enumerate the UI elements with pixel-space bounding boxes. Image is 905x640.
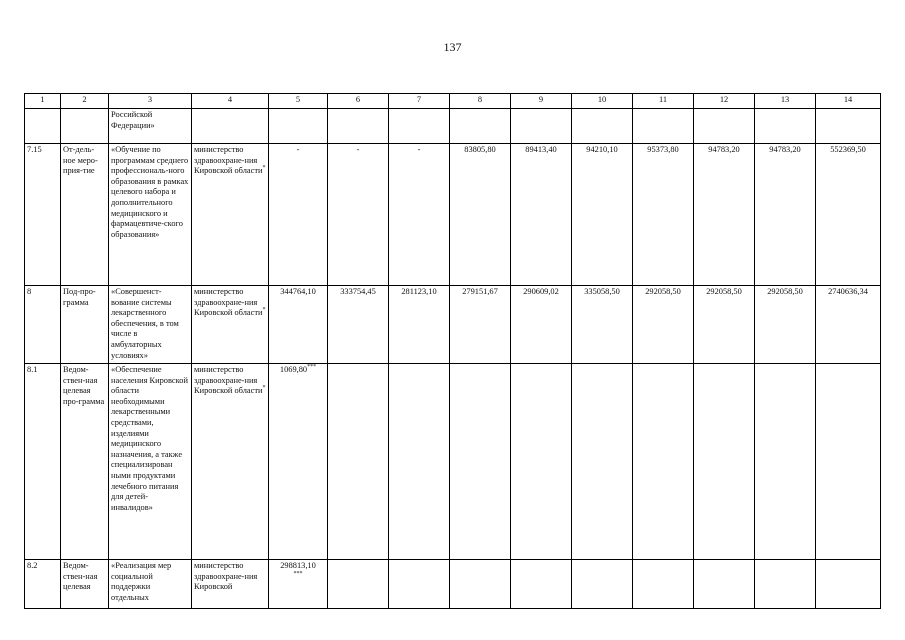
value-cell — [450, 109, 511, 144]
row-name: «Совершенст-вование системы лекарственного обеспечения, в том числе в амбулаторных условиях» — [109, 286, 192, 364]
value-cell — [694, 364, 755, 560]
executor-text: министерство здравоохране-ния Кировской — [194, 561, 258, 592]
row-executor — [192, 286, 269, 364]
value-cell — [694, 560, 755, 609]
value-cell — [816, 364, 881, 560]
row-status: От-дель-ное меро-прия-тие — [61, 144, 109, 286]
value-cell — [816, 560, 881, 609]
column-number-row — [25, 94, 881, 109]
footnote-mark: * — [262, 165, 266, 172]
value-cell: 292058,50 — [755, 286, 816, 364]
value-cell — [511, 109, 572, 144]
footnote-mark: *** — [307, 364, 317, 371]
value-cell: 83805,80 — [450, 144, 511, 286]
value-cell — [755, 364, 816, 560]
value-cell — [269, 109, 328, 144]
table-row — [25, 144, 881, 286]
value-cell — [572, 109, 633, 144]
row-executor — [192, 560, 269, 609]
table-row — [25, 560, 881, 609]
value-cell: 552369,50 — [816, 144, 881, 286]
row-executor — [192, 109, 269, 144]
col-header: 2 — [61, 94, 109, 109]
table-row — [25, 109, 881, 144]
value-cell: 290609,02 — [511, 286, 572, 364]
footnote-mark: * — [262, 307, 266, 314]
value-cell: 335058,50 — [572, 286, 633, 364]
row-number: 8.1 — [25, 364, 61, 560]
row-status — [61, 109, 109, 144]
value-text: 1069,80 — [279, 365, 308, 374]
value-cell — [389, 109, 450, 144]
row-number: 8.2 — [25, 560, 61, 609]
row-executor — [192, 144, 269, 286]
footnote-mark: * — [262, 385, 266, 392]
col-header: 7 — [389, 94, 450, 109]
row-number — [25, 109, 61, 144]
row-status: Ведом-ствен-ная целевая — [61, 560, 109, 609]
col-header: 8 — [450, 94, 511, 109]
value-cell: 94783,20 — [694, 144, 755, 286]
col-header: 1 — [25, 94, 61, 109]
value-cell: 95373,80 — [633, 144, 694, 286]
row-status: Ведом-ствен-ная целевая про-грамма — [61, 364, 109, 560]
value-cell — [328, 364, 389, 560]
row-status: Под-про-грамма — [61, 286, 109, 364]
value-cell: 89413,40 — [511, 144, 572, 286]
value-cell: 344764,10 — [269, 286, 328, 364]
row-name: «Реализация мер социальной поддержки отдельных — [109, 560, 192, 609]
value-cell — [328, 109, 389, 144]
row-name: «Обеспечение населения Кировской области необходимыми лекарственными средствами, изделиями медицинского назначения, а также специализирован ными продуктами лечебного питания для детей-инвалидов» — [109, 364, 192, 560]
col-header: 13 — [755, 94, 816, 109]
value-cell — [511, 364, 572, 560]
footnote-mark: *** — [293, 570, 303, 577]
value-cell: 279151,67 — [450, 286, 511, 364]
value-cell: - — [269, 144, 328, 286]
executor-text: министерство здравоохране-ния Кировской области — [194, 365, 263, 396]
program-funding-table — [24, 93, 881, 609]
value-cell — [269, 364, 328, 560]
value-cell — [450, 560, 511, 609]
value-cell — [633, 109, 694, 144]
executor-text: министерство здравоохране-ния Кировской области — [194, 145, 263, 176]
value-cell — [755, 560, 816, 609]
value-cell: 292058,50 — [633, 286, 694, 364]
row-number: 8 — [25, 286, 61, 364]
value-cell — [511, 560, 572, 609]
value-cell: 2740636,34 — [816, 286, 881, 364]
value-cell — [572, 560, 633, 609]
value-cell — [328, 560, 389, 609]
value-cell — [572, 364, 633, 560]
col-header: 6 — [328, 94, 389, 109]
value-cell: 94783,20 — [755, 144, 816, 286]
value-cell — [694, 109, 755, 144]
value-cell: 281123,10 — [389, 286, 450, 364]
table-row — [25, 364, 881, 560]
value-cell — [269, 560, 328, 609]
value-cell: 94210,10 — [572, 144, 633, 286]
value-cell — [633, 364, 694, 560]
value-cell: 333754,45 — [328, 286, 389, 364]
value-cell: - — [389, 144, 450, 286]
row-number: 7.15 — [25, 144, 61, 286]
value-cell — [389, 364, 450, 560]
col-header: 12 — [694, 94, 755, 109]
col-header: 11 — [633, 94, 694, 109]
value-cell — [389, 560, 450, 609]
row-executor — [192, 364, 269, 560]
col-header: 14 — [816, 94, 881, 109]
executor-text: министерство здравоохране-ния Кировской области — [194, 287, 263, 318]
value-cell — [755, 109, 816, 144]
value-cell: 292058,50 — [694, 286, 755, 364]
value-cell: - — [328, 144, 389, 286]
value-cell — [633, 560, 694, 609]
col-header: 4 — [192, 94, 269, 109]
col-header: 5 — [269, 94, 328, 109]
value-cell — [816, 109, 881, 144]
col-header: 3 — [109, 94, 192, 109]
row-name: Российской Федерации» — [109, 109, 192, 144]
value-text: 298813,10 — [280, 561, 316, 570]
page-number: 137 — [443, 40, 462, 54]
table-row — [25, 286, 881, 364]
col-header: 9 — [511, 94, 572, 109]
row-name: «Обучение по программам среднего профессиональ-ного образования в рамках целевого набора и дополнительного медицинского и фармацевтиче-ского образования» — [109, 144, 192, 286]
value-cell — [450, 364, 511, 560]
col-header: 10 — [572, 94, 633, 109]
